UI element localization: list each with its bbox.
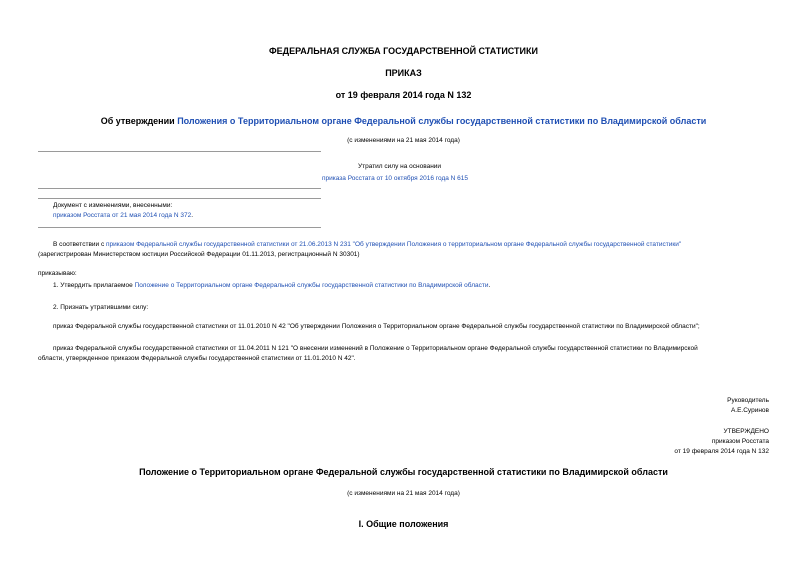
signature-role: Руководитель: [727, 397, 769, 404]
preamble-line2: (зарегистрирован Министерством юстиции Российской Федерации 01.11.2013, регистрационный N 30301): [38, 251, 360, 258]
repeal-2-line2: области, утвержденное приказом Федеральной службы государственной статистики от 11.01.2010 N 42".: [38, 355, 356, 362]
divider: [38, 198, 321, 199]
doc-type: ПРИКАЗ: [385, 68, 422, 78]
lapsed-note: Утратил силу на основании: [358, 163, 442, 170]
preamble-line1: [53, 241, 681, 248]
divider: [38, 151, 321, 152]
doc-title-link[interactable]: Положения о Территориальном органе Федеральной службы государственной статистики по Владимирской области: [177, 116, 707, 126]
changes-note: Документ с изменениями, внесенными:: [53, 202, 173, 209]
annex-title: Положение о Территориальном органе Федеральной службы государственной статистики по Владимирской области: [139, 467, 668, 477]
item-1-prefix: 1. Утвердить прилагаемое: [53, 282, 135, 289]
approval-line2: приказом Росстата: [711, 438, 769, 445]
changes-line: [53, 212, 193, 219]
item-1-tail: .: [488, 282, 491, 289]
doc-title: [0, 116, 807, 126]
signature-name: А.Е.Суринов: [730, 407, 769, 414]
annex-amend-note: (с изменениями на 21 мая 2014 года): [347, 490, 460, 497]
item-2: 2. Признать утратившими силу:: [53, 304, 149, 311]
section-heading: I. Общие положения: [358, 519, 449, 529]
item-1-link[interactable]: Положение о Территориальном органе Федеральной службы государственной статистики по Владимирской области: [134, 282, 489, 289]
approval-line3: от 19 февраля 2014 года N 132: [674, 448, 769, 455]
changes-link-tail: .: [191, 212, 193, 219]
item-1: [53, 282, 490, 289]
changes-link[interactable]: приказом Росстата от 21 мая 2014 года N 372: [53, 212, 192, 219]
amend-note: (с изменениями на 21 мая 2014 года): [347, 137, 460, 144]
repeal-1: приказ Федеральной службы государственной статистики от 11.01.2010 N 42 "Об утверждении Положения о Территориальном органе Федеральной службы государственной статистики по Владимирской области";: [53, 323, 700, 330]
orders-word: приказываю:: [38, 270, 77, 277]
approval-line1: УТВЕРЖДЕНО: [723, 428, 769, 435]
doc-date: от 19 февраля 2014 года N 132: [335, 90, 472, 100]
preamble-link[interactable]: приказом Федеральной службы государственной статистики от 21.06.2013 N 231 "Об утверждении Положения о территориальном органе Федеральной службы государственной статистики": [106, 241, 682, 248]
preamble-prefix: В соответствии с: [53, 241, 107, 248]
lapsed-link[interactable]: приказа Росстата от 10 октября 2016 года N 615: [322, 175, 468, 182]
doc-title-prefix: Об утверждении: [100, 116, 178, 126]
repeal-2-line1: приказ Федеральной службы государственной статистики от 11.04.2011 N 121 "О внесении изменений в Положение о Территориальном органе Федеральной службы государственной статистики по Владимирской: [53, 345, 698, 352]
divider: [38, 227, 321, 228]
divider: [38, 188, 321, 189]
agency-name: ФЕДЕРАЛЬНАЯ СЛУЖБА ГОСУДАРСТВЕННОЙ СТАТИСТИКИ: [269, 46, 538, 56]
